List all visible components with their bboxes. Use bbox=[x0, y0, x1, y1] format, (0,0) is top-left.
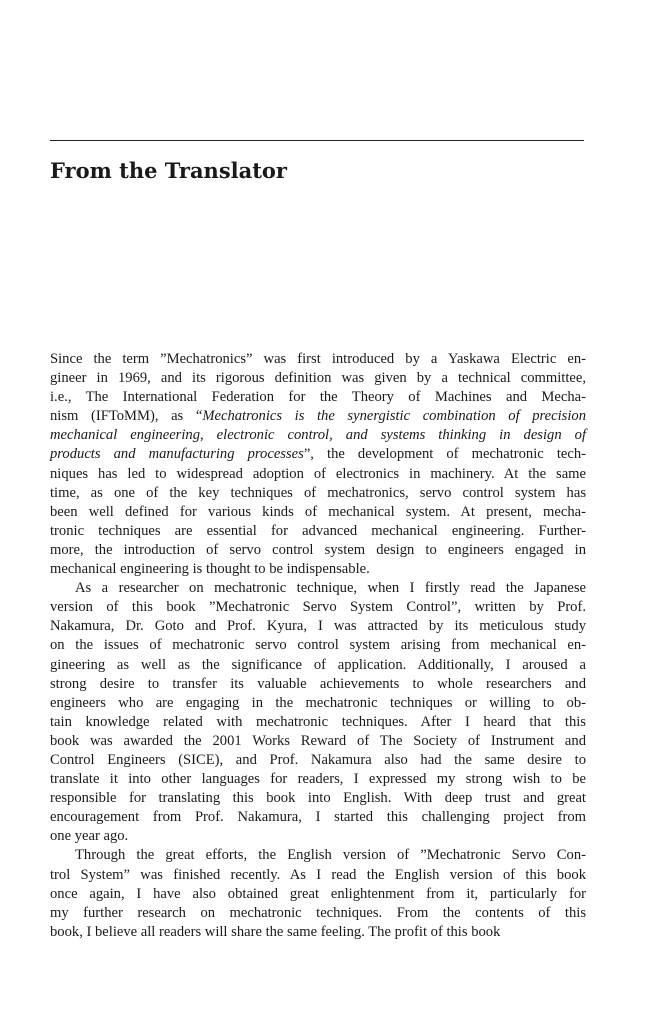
text-line bbox=[50, 445, 586, 464]
text-line bbox=[50, 808, 586, 827]
text-line bbox=[50, 694, 586, 713]
text-segment: more, the introduction of servo control system design to engineers engaged in bbox=[50, 541, 586, 558]
text-line bbox=[50, 656, 586, 675]
text-segment: time, as one of the key techniques of mechatronics, servo control system has bbox=[50, 484, 586, 501]
section-heading: From the Translator bbox=[50, 158, 287, 183]
text-line bbox=[50, 751, 586, 770]
text-segment: tronic techniques are essential for advanced mechanical engineering. Further- bbox=[50, 522, 586, 539]
text-line bbox=[50, 713, 586, 732]
text-segment: on the issues of mechatronic servo control system arising from mechanical en- bbox=[50, 637, 586, 654]
italic-quote-segment: Mechatronics is the synergistic combination of precision bbox=[202, 408, 586, 425]
text-line bbox=[50, 617, 586, 636]
text-segment: niques has led to widespread adoption of electronics in machinery. At the same bbox=[50, 465, 586, 482]
italic-quote-segment: products and manufacturing processes bbox=[50, 446, 304, 463]
header-rule bbox=[50, 140, 584, 141]
text-segment: gineer in 1969, and its rigorous definition was given by a technical committee, bbox=[50, 370, 586, 387]
text-line bbox=[50, 885, 586, 904]
text-segment: once again, I have also obtained great enlightenment from it, particularly for bbox=[50, 885, 586, 902]
text-segment: Through the great efforts, the English version of ”Mechatronic Servo Con- bbox=[75, 847, 586, 864]
body-text bbox=[50, 350, 586, 942]
text-segment: ”, the development of mechatronic tech- bbox=[303, 446, 586, 463]
text-line bbox=[50, 541, 586, 560]
text-segment: one year ago. bbox=[50, 828, 129, 845]
text-segment: been well defined for various kinds of mechanical system. At present, mecha- bbox=[50, 503, 586, 520]
text-line bbox=[50, 732, 586, 751]
text-line bbox=[50, 522, 586, 541]
text-line bbox=[50, 350, 586, 369]
text-line bbox=[50, 426, 586, 445]
text-segment: Since the term ”Mechatronics” was first introduced by a Yaskawa Electric en- bbox=[50, 351, 586, 367]
text-segment: encouragement from Prof. Nakamura, I started this challenging project from bbox=[50, 809, 586, 826]
text-segment: i.e., The International Federation for the Theory of Machines and Mecha- bbox=[50, 389, 586, 406]
text-line bbox=[50, 923, 586, 942]
text-segment: responsible for translating this book into English. With deep trust and great bbox=[50, 790, 586, 807]
text-line bbox=[50, 484, 586, 503]
text-line bbox=[50, 789, 586, 808]
paragraph bbox=[50, 846, 586, 941]
text-line bbox=[50, 636, 586, 655]
paragraph bbox=[50, 350, 586, 579]
text-line bbox=[50, 407, 586, 426]
text-line bbox=[50, 904, 586, 923]
text-line bbox=[50, 598, 586, 617]
text-segment: As a researcher on mechatronic technique, when I firstly read the Japanese bbox=[75, 580, 586, 597]
text-segment: Control Engineers (SICE), and Prof. Nakamura also had the same desire to bbox=[50, 751, 586, 768]
text-segment: version of this book ”Mechatronic Servo System Control”, written by Prof. bbox=[50, 599, 586, 616]
text-segment: mechanical engineering is thought to be indispensable. bbox=[50, 561, 370, 578]
text-segment: book, I believe all readers will share the same feeling. The profit of this book bbox=[50, 923, 501, 940]
italic-quote-segment: mechanical engineering, electronic control, and systems thinking in design of bbox=[50, 427, 586, 444]
text-segment: Nakamura, Dr. Goto and Prof. Kyura, I was attracted by its meticulous study bbox=[50, 618, 586, 635]
text-segment: engineers who are engaging in the mechatronic techniques or willing to ob- bbox=[50, 694, 586, 711]
text-segment: nism (IFToMM), as “ bbox=[50, 408, 203, 425]
text-segment: gineering as well as the significance of application. Additionally, I aroused a bbox=[50, 656, 586, 673]
text-line bbox=[50, 675, 586, 694]
text-segment: tain knowledge related with mechatronic techniques. After I heard that this bbox=[50, 713, 586, 730]
text-line bbox=[50, 388, 586, 407]
text-line bbox=[50, 846, 586, 865]
text-segment: trol System” was finished recently. As I read the English version of this book bbox=[50, 866, 586, 883]
text-line bbox=[50, 503, 586, 522]
text-segment: book was awarded the 2001 Works Reward of The Society of Instrument and bbox=[50, 732, 586, 749]
text-segment: translate it into other languages for readers, I expressed my strong wish to be bbox=[50, 771, 586, 788]
text-line bbox=[50, 369, 586, 388]
text-segment: my further research on mechatronic techniques. From the contents of this bbox=[50, 904, 586, 921]
text-line bbox=[50, 866, 586, 885]
paragraph bbox=[50, 579, 586, 846]
text-line bbox=[50, 465, 586, 484]
text-line bbox=[50, 827, 586, 846]
text-line bbox=[50, 560, 586, 579]
text-line bbox=[50, 770, 586, 789]
text-line bbox=[50, 579, 586, 598]
text-segment: strong desire to transfer its valuable achievements to whole researchers and bbox=[50, 675, 586, 692]
